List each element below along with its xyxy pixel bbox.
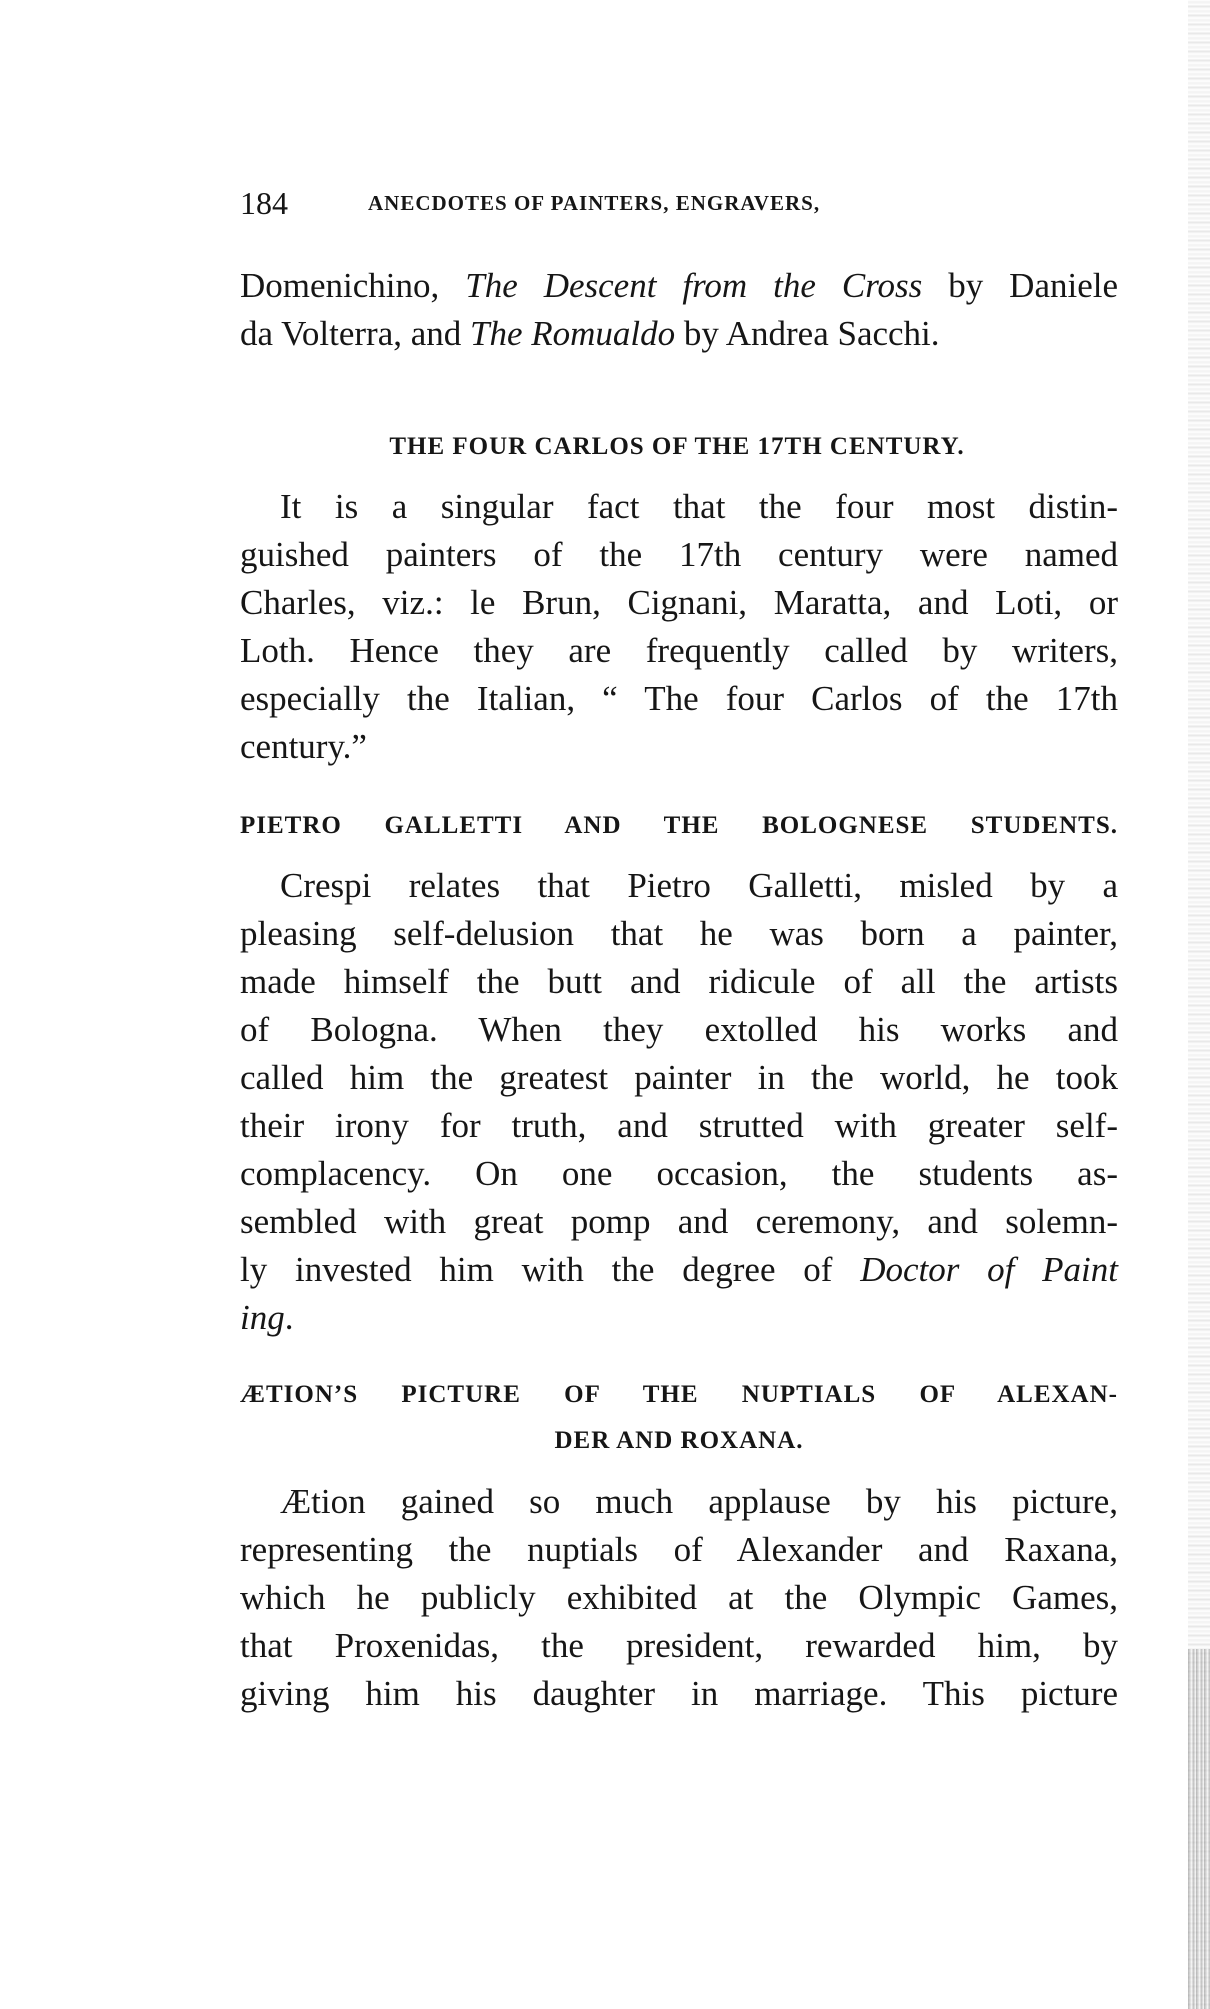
text-segment: by Daniele [922,266,1118,305]
text-line: that Proxenidas, the president, rewarded him, by [240,1626,1118,1665]
text-line: Ætion gained so much applause by his picture, [280,1482,1118,1521]
text-line: Loth. Hence they are frequently called by writers, [240,631,1118,670]
page-header [240,180,1120,226]
section-heading-line: DER AND ROXANA. [554,1427,804,1454]
text-segment: ly invested him with the degree of [240,1250,861,1289]
text-line: called him the greatest painter in the world, he took [240,1058,1118,1097]
section-heading-four-carlos: THE FOUR CARLOS OF THE 17TH CENTURY. [389,433,965,460]
italic-title: The Romualdo [470,314,676,353]
text-line: Crespi relates that Pietro Galletti, misled by a [280,866,1118,905]
italic-degree: Doctor of Paint [860,1250,1118,1289]
text-line: giving him his daughter in marriage. This picture [240,1674,1118,1713]
text-line: of Bologna. When they extolled his works and [240,1010,1118,1049]
text-segment: da Volterra, and [240,314,471,353]
italic-title: The Descent from the Cross [465,266,923,305]
running-head: ANECDOTES OF PAINTERS, ENGRAVERS, [368,191,821,215]
text-line: century.” [240,727,367,766]
text-line: representing the nuptials of Alexander and Raxana, [240,1530,1118,1569]
section-heading-aetion [240,1372,1118,1464]
page-edge-shadow [1188,0,1210,2009]
aetion-paragraph [240,1478,1118,1718]
section-heading-galletti: PIETRO GALLETTI AND THE BOLOGNESE STUDENTS. [240,812,1118,839]
text-line: guished painters of the 17th century were named [240,535,1118,574]
opening-paragraph [240,262,1118,358]
text-line: made himself the butt and ridicule of all the artists [240,962,1118,1001]
text-line: which he publicly exhibited at the Olympic Games, [240,1578,1118,1617]
text-line: pleasing self-delusion that he was born a painter, [240,914,1118,953]
text-line: complacency. On one occasion, the students as- [240,1154,1118,1193]
text-segment: Domenichino, [240,266,466,305]
text-line: Charles, viz.: le Brun, Cignani, Maratta, and Loti, or [240,583,1118,622]
text-segment: . [284,1298,294,1337]
italic-degree-continuation: ing [240,1298,285,1337]
text-line: especially the Italian, “ The four Carlos of the 17th [240,679,1118,718]
text-line [240,1294,1118,1342]
section-heading-line: ÆTION’S PICTURE OF THE NUPTIALS OF ALEXAN- [240,1381,1118,1408]
page-number: 184 [240,185,288,221]
text-line: It is a singular fact that the four most distin- [280,487,1118,526]
text-line: sembled with great pomp and ceremony, and solemn- [240,1202,1118,1241]
text-line: their irony for truth, and strutted with greater self- [240,1106,1118,1145]
four-carlos-paragraph [240,483,1118,771]
text-line [240,262,1118,310]
text-segment: by Andrea Sacchi. [675,314,940,353]
text-line [240,310,1118,358]
text-line [240,1246,1118,1294]
galletti-paragraph [240,862,1118,1342]
